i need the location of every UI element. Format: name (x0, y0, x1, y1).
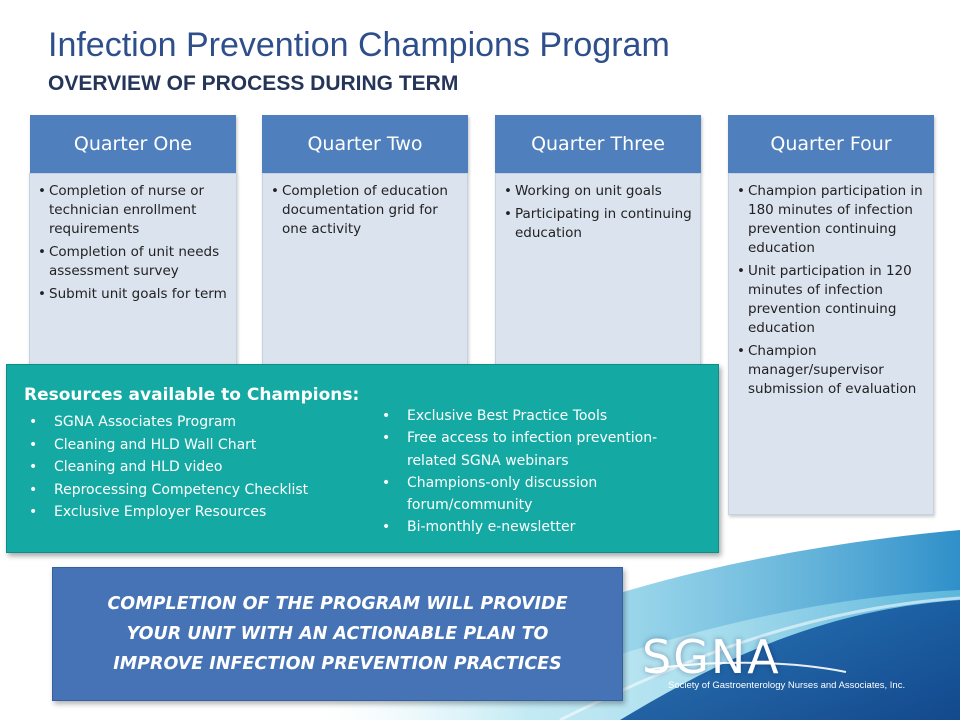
list-item: • Champion manager/supervisor submission of evaluation (735, 342, 927, 399)
list-item: • Cleaning and HLD video (24, 456, 364, 479)
resources-panel (6, 364, 719, 553)
list-item: • Exclusive Employer Resources (24, 501, 364, 524)
quarter-four-list (735, 182, 927, 399)
list-item: • Completion of unit needs assessment survey (36, 243, 230, 281)
list-item: • Completion of nurse or technician enrollment requirements (36, 182, 230, 239)
list-item: • Working on unit goals (502, 182, 694, 201)
resources-left-list (24, 411, 364, 524)
completion-line: COMPLETION OF THE PROGRAM WILL PROVIDE (107, 594, 568, 614)
list-item: • Submit unit goals for term (36, 285, 230, 304)
quarter-two-heading: Quarter Two (262, 115, 468, 173)
resources-right-list (377, 405, 697, 539)
quarter-four-body (728, 173, 934, 515)
list-item: • Cleaning and HLD Wall Chart (24, 434, 364, 457)
quarter-three-heading: Quarter Three (495, 115, 701, 173)
quarter-two-list (269, 182, 461, 239)
quarter-one-heading: Quarter One (30, 115, 236, 173)
list-item: • Exclusive Best Practice Tools (377, 405, 697, 427)
resources-title: Resources available to Champions: (24, 385, 360, 405)
completion-line: YOUR UNIT WITH AN ACTIONABLE PLAN TO (126, 624, 549, 644)
quarter-four-heading: Quarter Four (728, 115, 934, 173)
page-subtitle: OVERVIEW OF PROCESS DURING TERM (48, 72, 459, 95)
quarter-one-list (36, 182, 230, 304)
completion-line: IMPROVE INFECTION PREVENTION PRACTICES (113, 654, 562, 674)
list-item: • Reprocessing Competency Checklist (24, 479, 364, 502)
quarter-three-list (502, 182, 694, 243)
logo-tagline: Society of Gastroenterology Nurses and Associates, Inc. (668, 680, 906, 691)
completion-callout (52, 567, 623, 701)
page-title: Infection Prevention Champions Program (48, 26, 670, 64)
list-item: • Completion of education documentation grid for one activity (269, 182, 461, 239)
list-item: • SGNA Associates Program (24, 411, 364, 434)
list-item: • Participating in continuing education (502, 205, 694, 243)
list-item: • Champion participation in 180 minutes of infection prevention continuing education (735, 182, 927, 258)
list-item: • Bi-monthly e-newsletter (377, 516, 697, 538)
quarter-four-column (728, 115, 934, 515)
list-item: • Free access to infection prevention-related SGNA webinars (377, 427, 697, 472)
list-item: • Champions-only discussion forum/community (377, 472, 697, 517)
logo-wordmark: SGNA (642, 630, 781, 684)
sgna-logo (636, 630, 936, 700)
list-item: • Unit participation in 120 minutes of infection prevention continuing education (735, 262, 927, 338)
